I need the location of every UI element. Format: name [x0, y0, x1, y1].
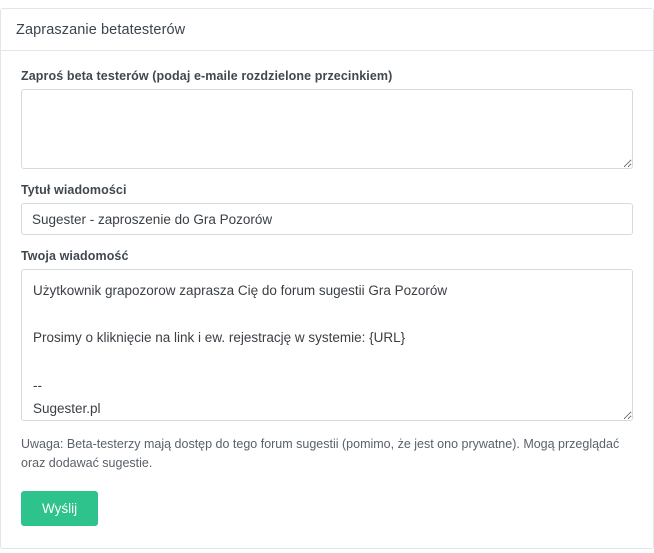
message-form-group [21, 249, 633, 421]
emails-form-group [21, 69, 633, 169]
subject-form-group [21, 183, 633, 235]
betatester-access-note: Uwaga: Beta-testerzy mają dostęp do tego forum sugestii (pomimo, że jest ono prywatne). Mogą przeglądać oraz dodawać sugestie. [21, 437, 620, 470]
emails-label: Zaproś beta testerów (podaj e-maile rozdzielone przecinkiem) [21, 69, 393, 83]
message-label: Twoja wiadomość [21, 249, 129, 263]
message-textarea[interactable] [21, 269, 633, 421]
panel-body [1, 51, 653, 548]
emails-textarea[interactable] [21, 89, 633, 169]
subject-input[interactable] [21, 203, 633, 235]
send-button[interactable]: Wyślij [21, 491, 98, 526]
subject-label: Tytuł wiadomości [21, 183, 127, 197]
invite-betatesters-panel [0, 8, 654, 549]
page-title: Zapraszanie betatesterów [16, 22, 186, 38]
panel-header [1, 9, 653, 51]
